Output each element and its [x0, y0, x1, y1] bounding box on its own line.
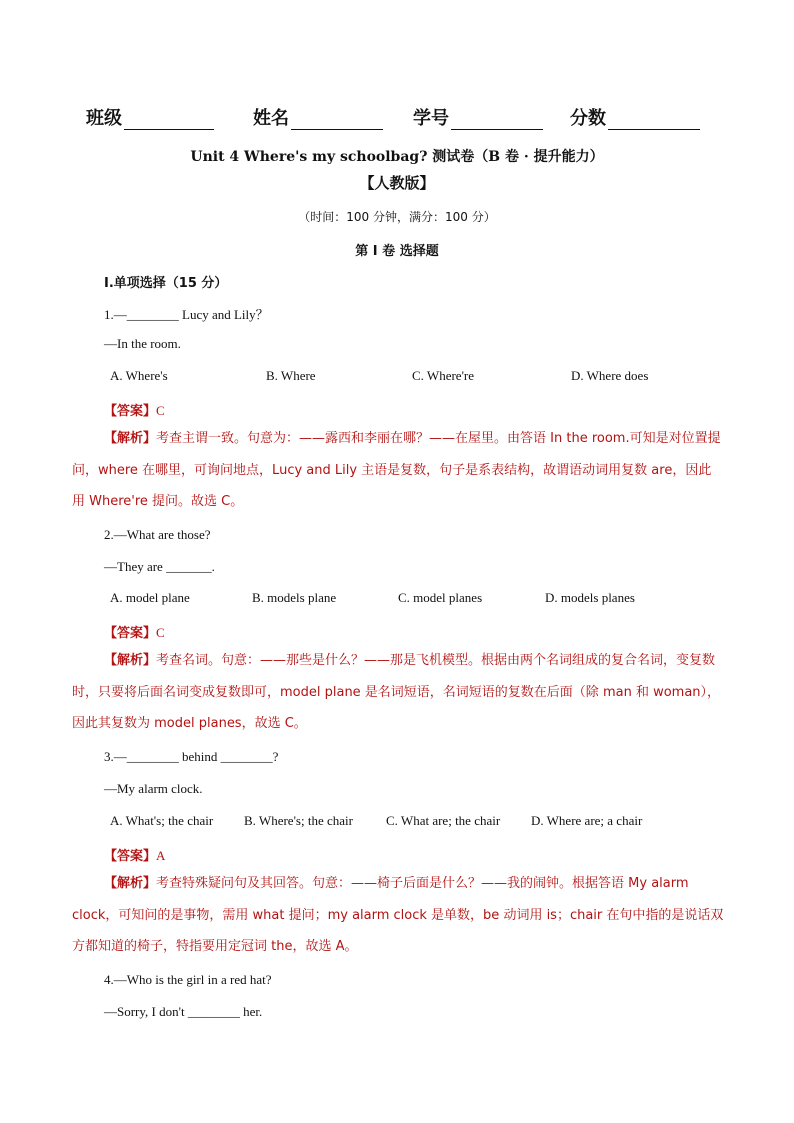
analysis-tag: 【解析】 — [104, 876, 157, 891]
question-2-reply: —They are _______. — [104, 559, 215, 574]
question-1-option-a[interactable]: A. Where's — [110, 368, 168, 383]
class-blank[interactable] — [124, 111, 214, 130]
question-3-line: 3.—________ behind ________? — [104, 749, 279, 764]
question-2-line: 2.—What are those? — [104, 527, 211, 542]
score-label: 分数 — [570, 108, 606, 129]
question-1-option-b[interactable]: B. Where — [266, 368, 316, 383]
edition-label: 【人教版】 — [359, 174, 435, 192]
question-3-option-d[interactable]: D. Where are; a chair — [531, 813, 643, 828]
name-blank[interactable] — [291, 111, 383, 130]
question-2-option-a[interactable]: A. model plane — [110, 590, 190, 605]
question-3-option-a[interactable]: A. What's; the chair — [110, 813, 214, 828]
question-1-analysis — [72, 423, 724, 518]
question-2-option-d[interactable]: D. models planes — [545, 590, 635, 605]
score-blank[interactable] — [608, 111, 700, 130]
answer-tag: 【答案】 — [104, 626, 157, 641]
question-1-option-d[interactable]: D. Where does — [571, 368, 649, 383]
time-note: （时间：100 分钟，满分：100 分） — [298, 210, 496, 224]
question-3-option-c[interactable]: C. What are; the chair — [386, 813, 501, 828]
section-heading: Ⅰ.单项选择（15 分） — [104, 276, 228, 291]
question-4-reply: —Sorry, I don't ________ her. — [104, 1004, 263, 1019]
student-number-label: 学号 — [413, 108, 449, 129]
class-field — [86, 104, 214, 130]
student-number-field — [413, 104, 543, 130]
student-number-blank[interactable] — [451, 111, 543, 130]
question-3-analysis — [72, 868, 724, 963]
answer-value: C — [156, 625, 165, 640]
question-1-line: 1.—________ Lucy and Lily？ — [104, 307, 269, 322]
question-3-answer — [104, 845, 165, 864]
question-1-option-c[interactable]: C. Where're — [412, 368, 475, 383]
answer-value: C — [156, 403, 165, 418]
answer-tag: 【答案】 — [104, 849, 157, 864]
question-1-answer — [104, 400, 165, 419]
name-label: 姓名 — [253, 108, 289, 129]
question-2-option-c[interactable]: C. model planes — [398, 590, 483, 605]
question-4-line: 4.—Who is the girl in a red hat? — [104, 972, 272, 987]
analysis-text: 考查名词。句意：——那些是什么？——那是飞机模型。根据由两个名词组成的复合名词，变复数时，只要将后面名词变成复数即可，model plane 是名词短语，名词短语的复数在后面（除 man 和 woman），因此其复数为 model planes，故选 C。 — [72, 653, 721, 732]
question-2-analysis — [72, 645, 724, 740]
question-1-reply: —In the room. — [104, 336, 181, 351]
answer-tag: 【答案】 — [104, 404, 157, 419]
page-title: Unit 4 Where's my schoolbag? 测试卷（B 卷 · 提升能力） — [190, 149, 604, 165]
score-field — [570, 104, 700, 130]
class-label: 班级 — [86, 108, 122, 129]
question-2-answer — [104, 622, 165, 641]
analysis-tag: 【解析】 — [104, 653, 157, 668]
question-2-option-b[interactable]: B. models plane — [252, 590, 337, 605]
question-3-reply: —My alarm clock. — [104, 781, 203, 796]
question-3-option-b[interactable]: B. Where's; the chair — [244, 813, 353, 828]
analysis-text: 考查特殊疑问句及其回答。句意：——椅子后面是什么？——我的闹钟。根据答语 My alarm clock，可知问的是事物，需用 what 提问；my alarm clock 是单数，be 动词用 is；chair 在句中指的是说话双方都知道的椅子，特指要用定冠词 the，故选 A。 — [72, 876, 724, 955]
name-field — [253, 104, 383, 130]
answer-value: A — [156, 848, 166, 863]
analysis-tag: 【解析】 — [104, 431, 157, 446]
analysis-text: 考查主谓一致。句意为：——露西和李丽在哪？——在屋里。由答语 In the room.可知是对位置提问，where 在哪里，可询问地点，Lucy and Lily 主语是复数，句子是系表结构，故谓语动词用复数 are，因此用 Where're 提问。故选 C。 — [72, 431, 721, 510]
part-heading: 第 I 卷 选择题 — [355, 244, 439, 259]
